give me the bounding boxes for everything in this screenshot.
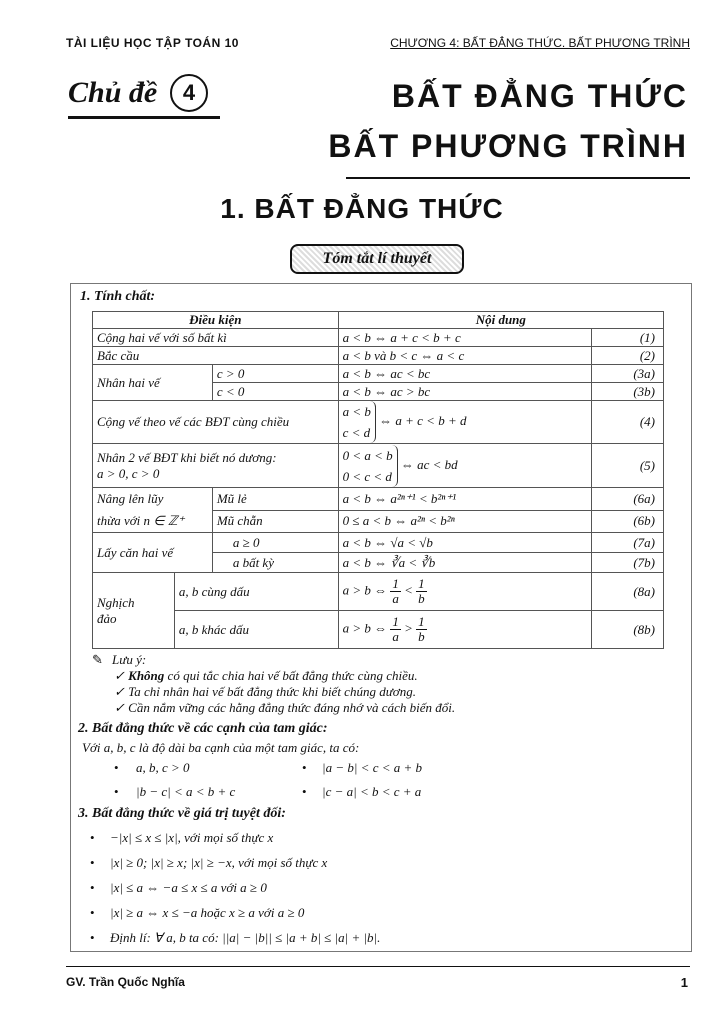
cond-3b: c < 0	[212, 383, 338, 401]
cond-6: Nâng lên lũy thừa với n ∈ ℤ⁺	[93, 488, 213, 533]
cond-7a: a ≥ 0	[212, 533, 338, 553]
cond-6a: Mũ lẻ	[212, 488, 338, 511]
topic-number: 4	[170, 74, 208, 112]
topic-underline	[68, 116, 220, 119]
content-4: a < b c < d ⇔ a + c < b + d	[338, 401, 591, 444]
abs-1: −|x| ≤ x ≤ |x|, với mọi số thực x	[110, 830, 274, 845]
num-2: (2)	[592, 347, 664, 365]
num-4: (4)	[592, 401, 664, 444]
num-5: (5)	[592, 444, 664, 488]
bullet-icon: •	[90, 855, 95, 870]
title-underline	[346, 177, 690, 179]
header-left: TÀI LIỆU HỌC TẬP TOÁN 10	[66, 36, 239, 50]
chapter-title-line1: BẤT ĐẲNG THỨC	[391, 78, 688, 114]
topic-label: Chủ đề	[68, 76, 158, 109]
num-1: (1)	[592, 329, 664, 347]
cond-8a: a, b cùng dấu	[174, 573, 338, 611]
num-3a: (3a)	[592, 365, 664, 383]
content-7b: a < b ⇔ ∛a < ∛b	[338, 553, 591, 573]
content-8a: a > b ⇔ $\frac{1}{a}$ < $\frac{1}{b}$	[338, 573, 591, 611]
num-7b: (7b)	[592, 553, 664, 573]
num-6b: (6b)	[592, 510, 664, 533]
check-icon: ✓	[114, 684, 125, 699]
section-title: 1. BẤT ĐẲNG THỨC	[220, 193, 504, 224]
num-3b: (3b)	[592, 383, 664, 401]
properties-table	[92, 311, 664, 649]
cond-8b: a, b khác dấu	[174, 611, 338, 649]
cond-6b: Mũ chẵn	[212, 510, 338, 533]
note-item-1: ✓ Không có qui tắc chia hai vế bất đẳng thức cùng chiều.	[114, 668, 418, 683]
content-2: a < b và b < c ⇔ a < c	[338, 347, 591, 365]
bullet-icon: •	[114, 784, 119, 799]
bullet-icon: •	[302, 784, 307, 799]
footer-line	[66, 966, 690, 967]
summary-badge: Tóm tắt lí thuyết	[290, 244, 464, 274]
abs-theorem: Định lí: ∀ a, b ta có: ||a| − |b|| ≤ |a + b| ≤ |a| + |b|.	[110, 930, 381, 945]
bullet-icon: •	[90, 880, 95, 895]
bullet-icon: •	[90, 930, 95, 945]
abs-4: |x| ≥ a ⇔ x ≤ −a hoặc x ≥ a với a ≥ 0	[110, 905, 305, 920]
content-6a: a < b ⇔ a²ⁿ⁺¹ < b²ⁿ⁺¹	[338, 488, 591, 511]
content-7a: a < b ⇔ √a < √b	[338, 533, 591, 553]
content-1: a < b ⇔ a + c < b + c	[338, 329, 591, 347]
bullet-icon: •	[302, 760, 307, 775]
num-6a: (6a)	[592, 488, 664, 511]
chapter-title-line2: BẤT PHƯƠNG TRÌNH	[328, 128, 688, 164]
note-item-3: ✓ Cần nắm vững các hằng đẳng thức đáng nhớ và cách biến đổi.	[114, 700, 456, 715]
num-7a: (7a)	[592, 533, 664, 553]
num-8b: (8b)	[592, 611, 664, 649]
triangle-2: |a − b| < c < a + b	[322, 760, 423, 775]
pencil-icon: ✎	[92, 652, 103, 667]
triangle-3: |b − c| < a < b + c	[136, 784, 236, 799]
cond-8: Nghịch đảo	[93, 573, 175, 649]
cond-1: Cộng hai vế với số bất kì	[93, 329, 339, 347]
triangle-1: a, b, c > 0	[136, 760, 190, 775]
part1-heading: 1. Tính chất:	[80, 289, 156, 304]
note-item-2: ✓ Ta chỉ nhân hai vế bất đẳng thức khi biết chúng dương.	[114, 684, 416, 699]
page-number: 1	[680, 975, 688, 990]
notes-title: Lưu ý:	[112, 652, 147, 667]
content-6b: 0 ≤ a < b ⇔ a²ⁿ < b²ⁿ	[338, 510, 591, 533]
bullet-icon: •	[114, 760, 119, 775]
bullet-icon: •	[90, 830, 95, 845]
bullet-icon: •	[90, 905, 95, 920]
cond-7: Lấy căn hai vế	[93, 533, 213, 573]
cond-2: Bắc cầu	[93, 347, 339, 365]
cond-3a: c > 0	[212, 365, 338, 383]
col-condition: Điều kiện	[93, 312, 339, 329]
part2-heading: 2. Bất đẳng thức về các cạnh của tam giác:	[78, 721, 328, 736]
cond-4: Cộng vế theo vế các BĐT cùng chiều	[93, 401, 339, 444]
check-icon: ✓	[114, 700, 125, 715]
cond-5: Nhân 2 vế BĐT khi biết nó dương: a > 0, c > 0	[93, 444, 339, 488]
num-8a: (8a)	[592, 573, 664, 611]
check-icon: ✓	[114, 668, 125, 683]
cond-3: Nhân hai vế	[93, 365, 213, 401]
content-3b: a < b ⇔ ac > bc	[338, 383, 591, 401]
col-content: Nội dung	[338, 312, 663, 329]
triangle-4: |c − a| < b < c + a	[322, 784, 422, 799]
part3-heading: 3. Bất đẳng thức về giá trị tuyệt đối:	[78, 806, 286, 821]
abs-2: |x| ≥ 0; |x| ≥ x; |x| ≥ −x, với mọi số thực x	[110, 855, 328, 870]
part2-intro: Với a, b, c là độ dài ba cạnh của một tam giác, ta có:	[82, 740, 360, 755]
content-8b: a > b ⇔ $\frac{1}{a}$ > $\frac{1}{b}$	[338, 611, 591, 649]
abs-3: |x| ≤ a ⇔ −a ≤ x ≤ a với a ≥ 0	[110, 880, 267, 895]
footer-author: GV. Trần Quốc Nghĩa	[66, 975, 185, 989]
header-right: CHƯƠNG 4: BẤT ĐẲNG THỨC. BẤT PHƯƠNG TRÌNH	[390, 36, 690, 50]
content-3a: a < b ⇔ ac < bc	[338, 365, 591, 383]
content-5: 0 < a < b 0 < c < d ⇔ ac < bd	[338, 444, 591, 488]
cond-7b: a bất kỳ	[212, 553, 338, 573]
